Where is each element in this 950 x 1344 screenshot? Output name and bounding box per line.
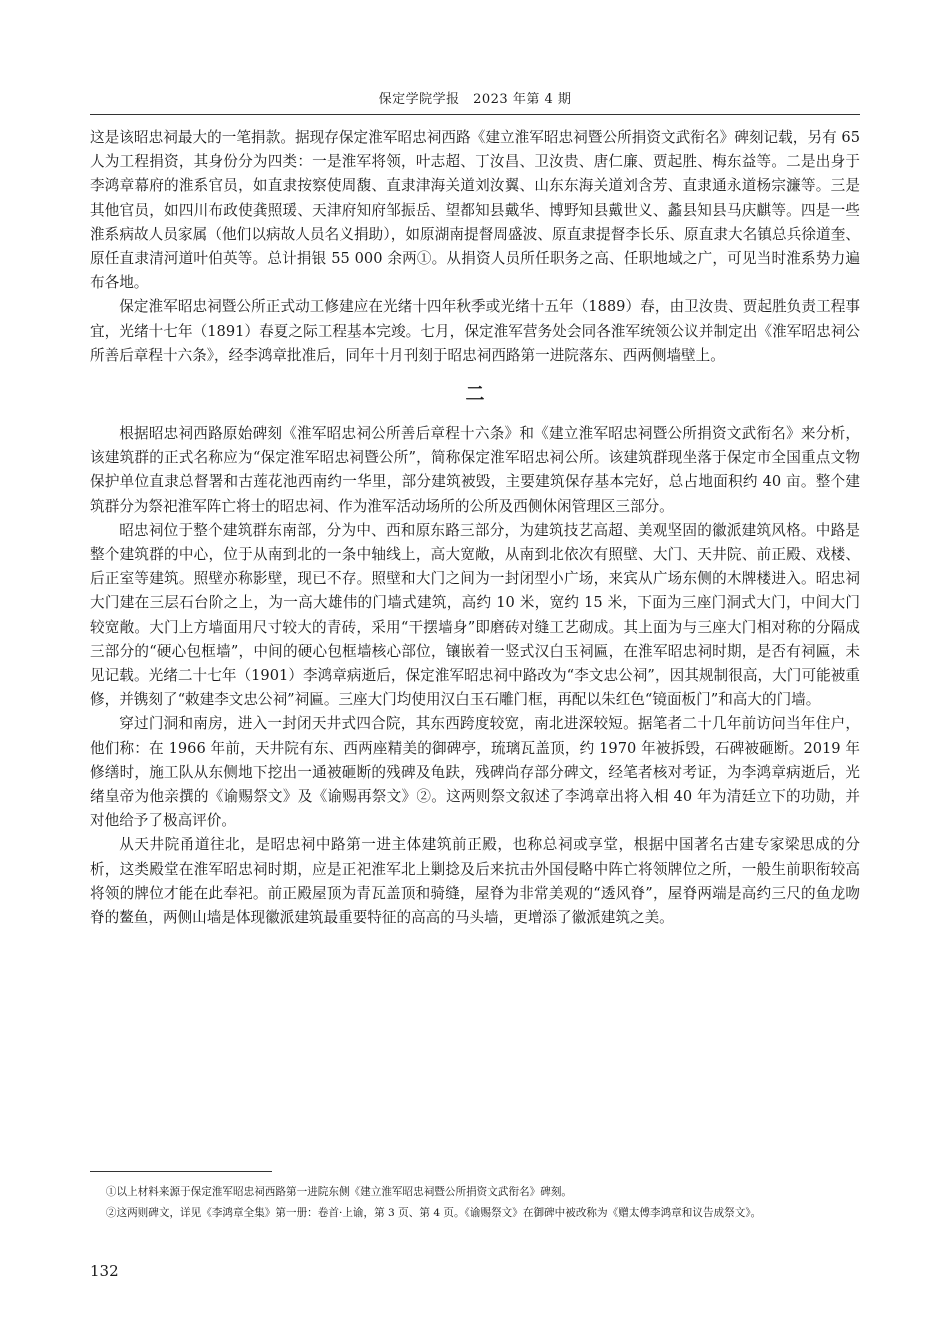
header-rule xyxy=(90,114,860,115)
body-paragraph: 根据昭忠祠西路原始碑刻《淮军昭忠祠公所善后章程十六条》和《建立淮军昭忠祠暨公所捐资文武衔名》来分析，该建筑群的正式名称应为“保定淮军昭忠祠暨公所”，简称保定淮军昭忠祠公所。该建筑群现坐落于保定市全国重点文物保护单位直隶总督署和古莲花池西南约一华里，部分建筑被毁，主要建筑保存基本完好，总占地面积约 40 亩。整个建筑群分为祭祀淮军阵亡将士的昭忠祠、作为淮军活动场所的公所及西侧休闲管理区三部分。 xyxy=(90,425,860,515)
body-paragraph: 从天井院甬道往北，是昭忠祠中路第一进主体建筑前正殿，也称总祠或享堂，根据中国著名古建专家梁思成的分析，这类殿堂在淮军昭忠祠时期，应是正祀淮军北上剿捻及后来抗击外国侵略中阵亡将领牌位之所，一般生前职衔较高将领的牌位才能在此奉祀。前正殿屋顶为青瓦盖顶和骑缝，屋脊为非常美观的“透风脊”，屋脊两端是高约三尺的鱼龙吻脊的鳌鱼，两侧山墙是体现徽派建筑最重要特征的高高的马头墙，更增添了徽派建筑之美。 xyxy=(90,836,860,927)
footnotes xyxy=(90,1183,860,1225)
article-body xyxy=(90,126,860,930)
body-paragraph: 昭忠祠位于整个建筑群东南部，分为中、西和原东路三部分，为建筑技艺高超、美观坚固的徽派建筑风格。中路是整个建筑群的中心，位于从南到北的一条中轴线上，高大宽敞，从南到北依次有照壁、大门、天井院、前正殿、戏楼、后正室等建筑。照壁亦称影壁，现已不存。照壁和大门之间为一封闭型小广场，来宾从广场东侧的木牌楼进入。昭忠祠大门建在三层石台阶之上，为一高大雄伟的门墙式建筑，高约 10 米，宽约 15 米，下面为三座门洞式大门，中间大门较宽敞。大门上方墙面用尺寸较大的青砖，采用“干摆墙身”即磨砖对缝工艺砌成。其上面为与三座大门相对称的分隔成三部分的“硬心包框墙”，中间的硬心包框墙核心部位，镶嵌着一竖式汉白玉祠匾，在淮军昭忠祠时期，是否有祠匾，未见记载。光绪二十七年（1901）李鸿章病逝后，保定淮军昭忠祠中路改为“李文忠公祠”，因其规制很高，大门可能被重修，并镌刻了“敕建李文忠公祠”祠匾。三座大门均使用汉白玉石雕门框，再配以朱红色“镜面板门”和高大的门墙。 xyxy=(90,521,860,709)
running-header: 保定学院学报 2023 年第 4 期 xyxy=(378,92,572,107)
footnote: ①以上材料来源于保定淮军昭忠祠西路第一进院东侧《建立淮军昭忠祠暨公所捐资文武衔名》碑刻。 xyxy=(105,1186,573,1198)
body-paragraph: 保定淮军昭忠祠暨公所正式动工修建应在光绪十四年秋季或光绪十五年（1889）春，由卫汝贵、贾起胜负责工程事宜，光绪十七年（1891）春夏之际工程基本完竣。七月，保定淮军营务处会同各淮军统领公议并制定出《淮军昭忠祠公所善后章程十六条》，经李鸿章批准后，同年十月刊刻于昭忠祠西路第一进院落东、西两侧墙壁上。 xyxy=(90,298,860,364)
body-paragraph: 这是该昭忠祠最大的一笔捐款。据现存保定淮军昭忠祠西路《建立淮军昭忠祠暨公所捐资文武衔名》碑刻记载，另有 65 人为工程捐资，其身份分为四类：一是淮军将领，叶志超、丁汝昌、卫汝贵、唐仁廉、贾起胜、梅东益等。二是出身于李鸿章幕府的淮系官员，如直隶按察使周馥、直隶津海关道刘汝翼、山东东海关道刘含芳、直隶通永道杨宗濂等。三是其他官员，如四川布政使龚照瑗、天津府知府邹振岳、望都知县戴华、博野知县戴世义、蠡县知县马庆麒等。四是一些淮系病故人员家属（他们以病故人员名义捐助），如原湖南提督周盛波、原直隶提督李长乐、原直隶大名镇总兵徐道奎、原任直隶清河道叶伯英等。总计捐银 55 000 余两①。从捐资人员所任职务之高、任职地域之广，可见当时淮系势力遍布各地。 xyxy=(90,129,860,292)
footnote: ②这两则碑文，详见《李鸿章全集》第一册：卷首·上谕，第 3 页、第 4 页。《谕赐祭文》在御碑中被改称为《赠太傅李鸿章和议告成祭文》。 xyxy=(105,1207,762,1219)
page-number: 132 xyxy=(90,1262,119,1280)
footnote-rule xyxy=(90,1171,272,1172)
body-paragraph: 穿过门洞和南房，进入一封闭天井式四合院，其东西跨度较宽，南北进深较短。据笔者二十几年前访问当年住户，他们称：在 1966 年前，天井院有东、西两座精美的御碑亭，琉璃瓦盖顶，约 1970 年被拆毁，石碑被砸断。2019 年修缮时，施工队从东侧地下挖出一通被砸断的残碑及龟趺，残碑尚存部分碑文，经笔者核对考证，为李鸿章病逝后，光绪皇帝为他亲撰的《谕赐祭文》及《谕赐再祭文》②。这两则祭文叙述了李鸿章出将入相 40 年为清廷立下的功勋，并对他给予了极高评价。 xyxy=(90,715,860,830)
section-heading: 二 xyxy=(465,383,485,406)
